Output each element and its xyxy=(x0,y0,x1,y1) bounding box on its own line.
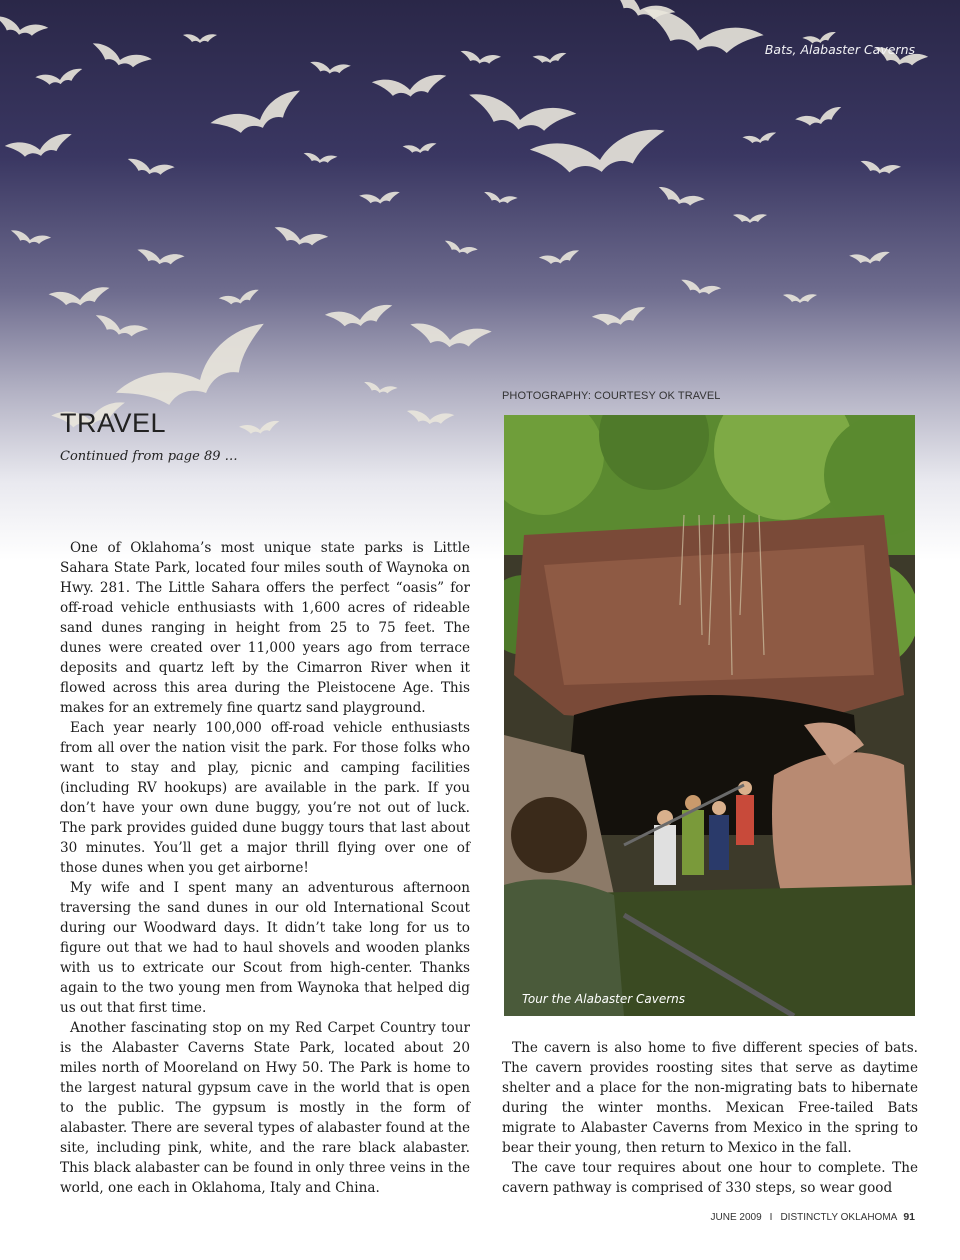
paragraph: Another fascinating stop on my Red Carpet Country tour is the Alabaster Caverns State Park, located about 20 miles north of Mooreland on Hwy 50. The Park is home to the largest natural gypsum cave in the world that is open to the public. The gypsum is mostly in the form of alabaster. There are several types of alabaster found at the site, including pink, white, and the rare black alabaster. This black alabaster can be found in only three veins in the world, one each in Oklahoma, Italy and China. xyxy=(60,1020,470,1196)
bat-shape xyxy=(309,61,351,75)
bat-shape xyxy=(859,160,901,176)
bat-shape xyxy=(92,314,148,342)
bat-shape xyxy=(783,294,817,303)
page-footer xyxy=(711,1211,915,1223)
bat-shape xyxy=(409,323,492,351)
section-title: TRAVEL xyxy=(60,408,167,438)
bat-shape xyxy=(35,68,84,88)
bat-shape xyxy=(303,152,338,164)
cave-photo xyxy=(504,415,915,1016)
bat-flock xyxy=(0,0,928,436)
paragraph: Each year nearly 100,000 off-road vehicle enthusiasts from all over the nation visit the park. For those folks who want to stay and play, picnic and camping facilities (including RV hookups) are available in the park. If you don’t have your own dune buggy, you’re not out of luck. The park provides guided dune buggy tours that last about 30 minutes. You’ll get a major thrill flying over one of those dunes when you get airborne! xyxy=(60,720,470,876)
article-left-column xyxy=(60,538,470,1198)
bat-shape xyxy=(89,42,152,73)
bat-shape xyxy=(406,410,454,426)
bat-shape xyxy=(325,304,395,331)
bat-shape xyxy=(359,191,401,205)
bat-shape xyxy=(48,286,111,308)
bat-shape xyxy=(9,230,51,247)
bat-shape xyxy=(592,306,648,329)
bat-shape xyxy=(459,50,501,66)
bat-shape xyxy=(372,74,448,100)
bat-shape xyxy=(210,89,308,145)
bat-shape xyxy=(183,34,217,43)
hero-caption: Bats, Alabaster Caverns xyxy=(764,42,915,57)
footer-separator: I xyxy=(769,1212,773,1223)
bat-shape xyxy=(656,186,705,210)
bat-shape xyxy=(272,226,328,249)
bat-shape xyxy=(733,214,767,223)
paragraph: The cave tour requires about one hour to complete. The cavern pathway is comprised of 330 steps, so wear good xyxy=(502,1160,918,1196)
bat-shape xyxy=(443,240,478,257)
bat-shape xyxy=(742,132,777,145)
paragraph: One of Oklahoma’s most unique state parks is Little Sahara State Park, located four miles south of Waynoka on Hwy. 281. The Little Sahara offers the perfect “oasis” for off-road vehicle enthusiasts with 1,600 acres of rideable sand dunes ranging in height from 25 to 75 feet. The dunes were created over 11,000 years ago from terrace deposits and quartz left by the Cimarron River when it flowed across this area during the Pleistocene Age. This makes for an extremely fine quartz sand playground. xyxy=(60,540,470,716)
paragraph: The cavern is also home to five different species of bats. The cavern provides roosting sites that serve as daytime shelter and a place for the non-migrating bats to hibernate during the winter months. Mexican Free-tailed Bats migrate to Alabaster Caverns from Mexico in the spring to bear their young, then return to Mexico in the fall. xyxy=(502,1040,918,1156)
bat-shape xyxy=(483,191,518,206)
bat-shape xyxy=(529,128,669,182)
footer-date: JUNE 2009 xyxy=(710,1212,762,1223)
bat-shape xyxy=(0,15,49,40)
continued-note: Continued from page 89 … xyxy=(60,449,238,464)
article-right-column xyxy=(502,1038,918,1198)
bat-shape xyxy=(363,381,398,396)
cave-caption: Tour the Alabaster Caverns xyxy=(522,992,686,1006)
bat-shape xyxy=(239,420,281,436)
photo-credit: PHOTOGRAPHY: COURTESY OK TRAVEL xyxy=(502,390,721,402)
bat-shape xyxy=(465,92,577,139)
bat-shape xyxy=(795,106,844,130)
paragraph: My wife and I spent many an adventurous afternoon traversing the sand dunes in our old International Scout during our Woodward days. It didn’t take long for us to figure out that we had to haul shovels and wooden planks with us to extricate our Scout from high-center. Thanks again to the two young men from Waynoka that helped dig us out that first time. xyxy=(60,880,470,1016)
page-number: 91 xyxy=(903,1211,915,1223)
bat-shape xyxy=(5,133,75,162)
bat-shape xyxy=(136,249,185,268)
bat-shape xyxy=(532,52,567,64)
bat-shape xyxy=(679,279,721,298)
footer-publication: DISTINCTLY OKLAHOMA xyxy=(780,1212,898,1223)
bat-shape xyxy=(403,143,438,155)
bat-shape xyxy=(126,158,175,178)
cave-illustration xyxy=(504,415,915,1016)
bat-shape xyxy=(849,251,891,265)
bat-shape xyxy=(219,289,261,308)
bat-shape xyxy=(539,250,581,267)
